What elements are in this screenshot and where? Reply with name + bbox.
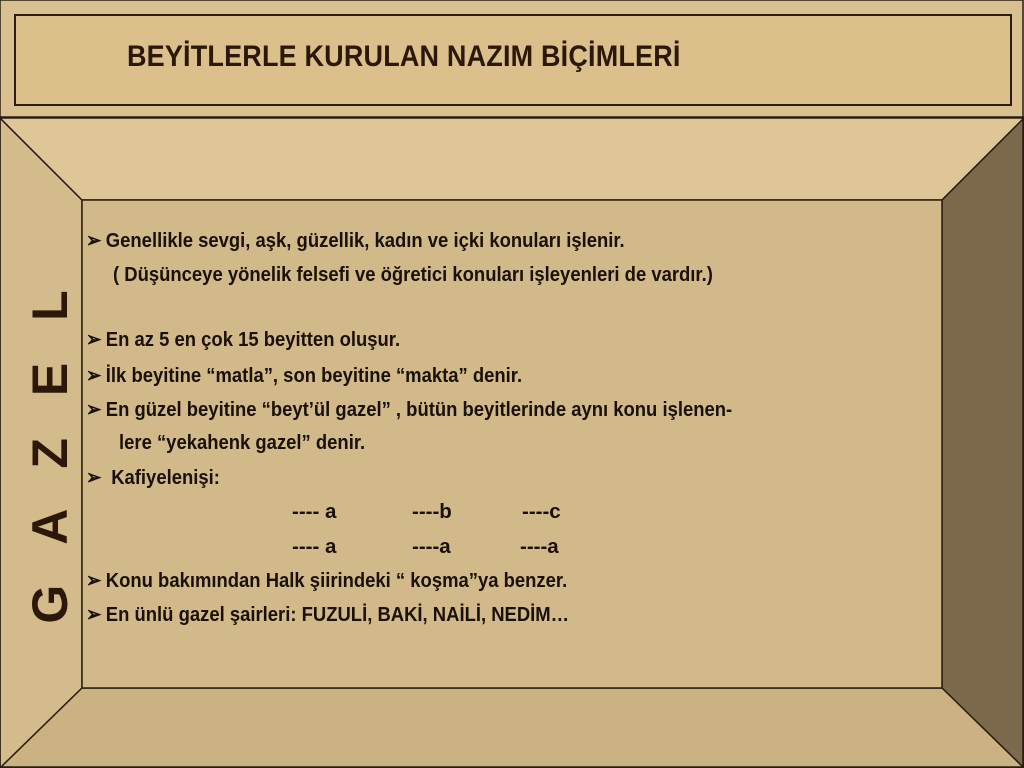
bullet-text: Konu bakımından Halk şiirindeki “ koşma”ya benzer.: [105, 569, 568, 592]
bullet-line: [86, 228, 625, 253]
bullet-text: En az 5 en çok 15 beyitten oluşur.: [105, 328, 401, 351]
text-line: [113, 263, 713, 287]
bullet-text: ( Düşünceye yönelik felsefi ve öğretici konuları işleyenleri de vardır.): [113, 263, 713, 286]
bullet-arrow-icon: ➢: [86, 398, 102, 421]
bullet-line: [86, 465, 220, 490]
slide-title: BEYİTLERLE KURULAN NAZIM BİÇİMLERİ: [127, 40, 681, 73]
bullet-text: Kafiyelenişi:: [111, 466, 220, 489]
bullet-text: İlk beyitine “matla”, son beyitine “makta” denir.: [105, 364, 523, 387]
bullet-line: [86, 327, 400, 352]
bullet-text: En güzel beyitine “beyt’ül gazel” , bütün beyitlerinde aynı konu işlenen-: [105, 398, 733, 421]
bullet-arrow-icon: ➢: [86, 229, 102, 252]
rhyme-cell: ----c: [522, 500, 561, 523]
bullet-text: En ünlü gazel şairleri: FUZULİ, BAKİ, NAİLİ, NEDİM…: [105, 603, 570, 626]
rhyme-cell: ---- a: [292, 535, 337, 558]
bullet-line: [86, 363, 522, 388]
rhyme-cell: ----a: [412, 535, 451, 558]
bullet-line: [86, 602, 569, 627]
bullet-arrow-icon: ➢: [86, 328, 102, 351]
rhyme-cell: ----a: [520, 535, 559, 558]
bullet-text: Genellikle sevgi, aşk, güzellik, kadın ve içki konuları işlenir.: [105, 229, 625, 252]
rhyme-cell: ----b: [412, 500, 452, 523]
text-line: [119, 431, 365, 455]
bullet-arrow-icon: ➢: [86, 466, 102, 489]
side-title-text: G A Z E L: [22, 276, 78, 624]
side-title: [22, 240, 78, 660]
bullet-line: [86, 568, 567, 593]
bullet-arrow-icon: ➢: [86, 603, 102, 626]
bullet-text: lere “yekahenk gazel” denir.: [119, 431, 366, 454]
bullet-line: [86, 397, 732, 422]
rhyme-cell: ---- a: [292, 500, 337, 523]
bullet-arrow-icon: ➢: [86, 569, 102, 592]
bullet-arrow-icon: ➢: [86, 364, 102, 387]
